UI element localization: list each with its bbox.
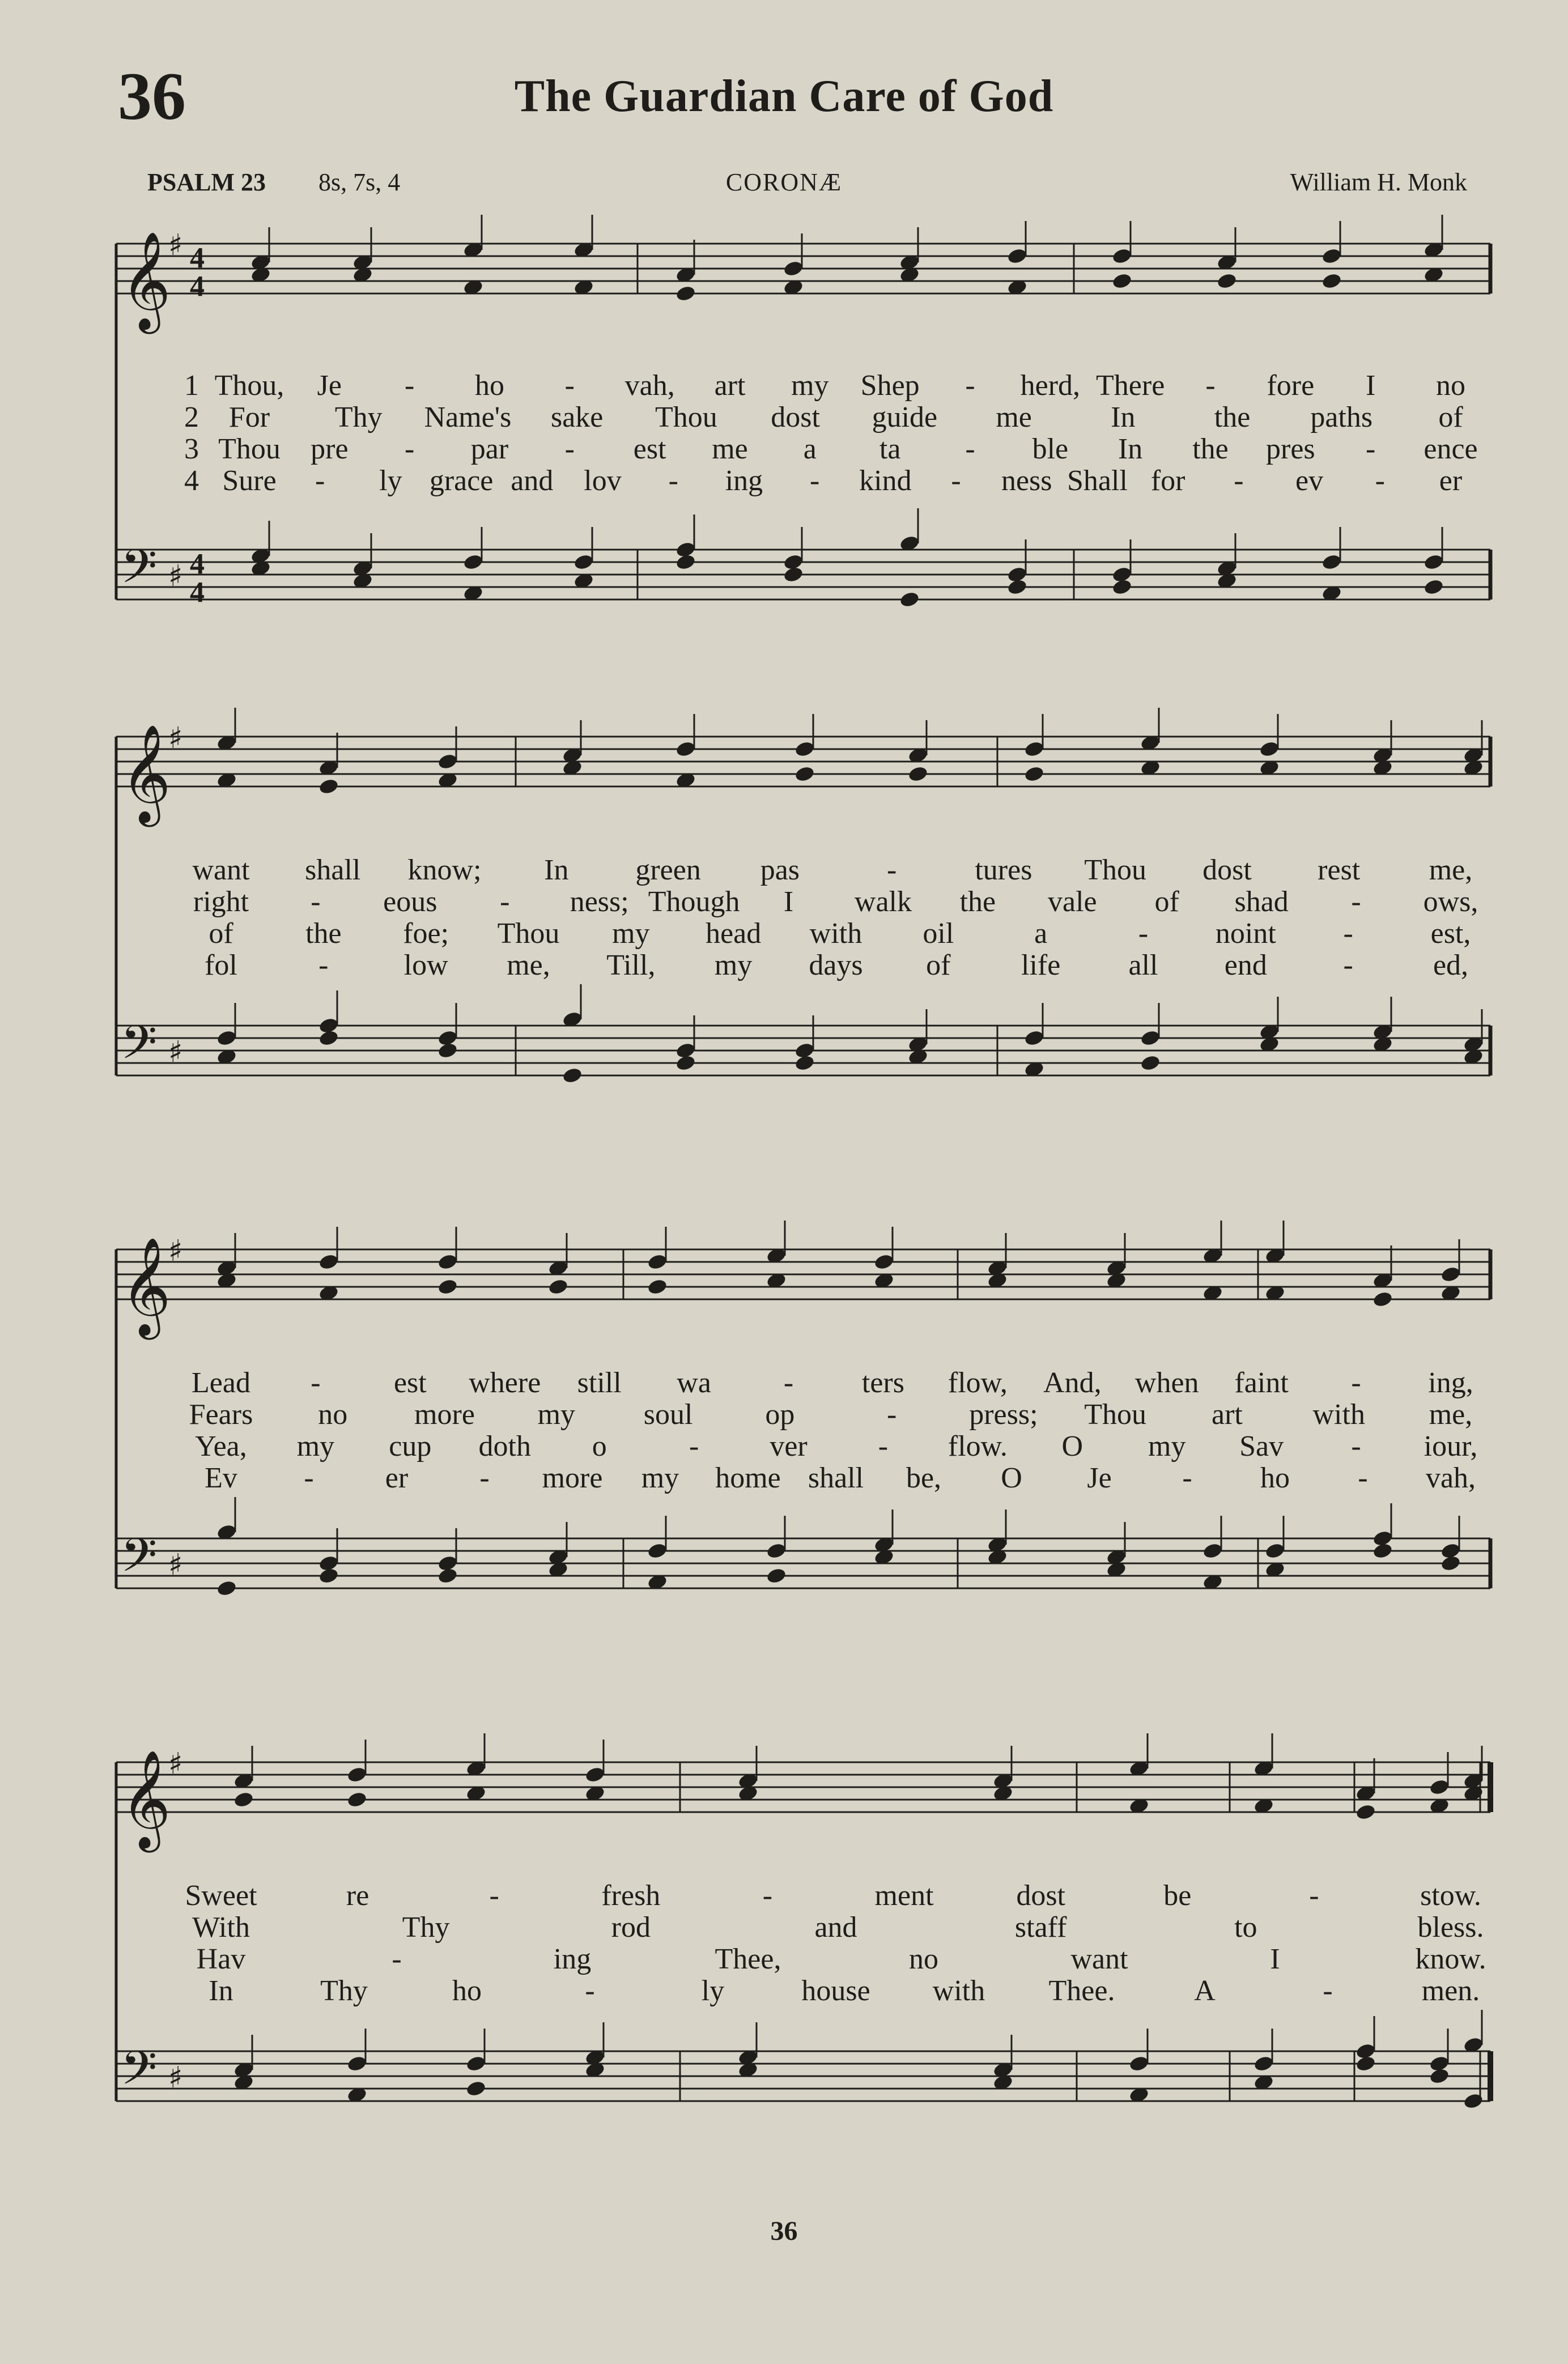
lyric-syllable: of bbox=[1154, 886, 1179, 918]
lyric-syllable: noint bbox=[1215, 917, 1276, 950]
lyric-syllable: pres bbox=[1266, 433, 1315, 465]
syllable-hyphen: - bbox=[668, 465, 678, 497]
lyric-syllable: the bbox=[305, 917, 342, 950]
lyric-syllable: days bbox=[809, 949, 863, 981]
lyric-syllable: of bbox=[926, 949, 951, 981]
lyric-syllable: shall bbox=[305, 854, 361, 886]
lyric-syllable: iour, bbox=[1423, 1430, 1478, 1462]
lyric-syllable: I bbox=[1365, 369, 1376, 402]
lyric-syllable: op bbox=[765, 1398, 795, 1431]
syllable-hyphen: - bbox=[1375, 465, 1385, 497]
syllable-hyphen: - bbox=[564, 369, 575, 402]
syllable-hyphen: - bbox=[809, 465, 820, 497]
lyric-syllable: still bbox=[577, 1367, 622, 1399]
lyric-syllable: est bbox=[393, 1367, 427, 1399]
lyric-syllable: my bbox=[641, 1462, 679, 1494]
lyric-syllable: fore bbox=[1267, 369, 1315, 402]
lyric-syllable: flow. bbox=[947, 1430, 1008, 1462]
syllable-hyphen: - bbox=[304, 1462, 314, 1494]
syllable-hyphen: - bbox=[585, 1975, 595, 2007]
note-head bbox=[1253, 2055, 1274, 2073]
lyric-syllable: Je bbox=[1087, 1462, 1112, 1494]
lyric-syllable: no bbox=[318, 1398, 348, 1431]
syllable-hyphen: - bbox=[878, 1430, 889, 1462]
lyric-syllable: Sure bbox=[222, 465, 277, 497]
key-signature: ♯ bbox=[168, 1548, 183, 1582]
lyric-syllable: Ev bbox=[205, 1462, 237, 1494]
verse-number: 2 bbox=[184, 401, 199, 433]
lyric-syllable: bless. bbox=[1417, 1911, 1484, 1944]
note-head bbox=[233, 1791, 254, 1809]
lyric-syllable: art bbox=[714, 369, 746, 402]
lyric-syllable: ters bbox=[861, 1367, 904, 1399]
key-signature: ♯ bbox=[168, 2061, 183, 2095]
lyric-syllable: O bbox=[1061, 1430, 1083, 1462]
syllable-hyphen: - bbox=[1182, 1462, 1192, 1494]
key-signature: ♯ bbox=[168, 1035, 183, 1069]
lyric-syllable: the bbox=[1192, 433, 1229, 465]
lyric-syllable: shall bbox=[808, 1462, 864, 1494]
lyric-syllable: foe; bbox=[403, 917, 449, 950]
lyric-syllable: Hav bbox=[196, 1943, 246, 1975]
lyric-syllable: Thy bbox=[320, 1975, 368, 2007]
syllable-hyphen: - bbox=[311, 886, 321, 918]
lyric-syllable: Thou bbox=[655, 401, 717, 433]
lyric-syllable: no bbox=[1436, 369, 1465, 402]
lyric-syllable: my bbox=[296, 1430, 335, 1462]
lyric-syllable: Shep bbox=[860, 369, 920, 402]
lyric-syllable: when bbox=[1134, 1367, 1199, 1399]
lyric-syllable: Thy bbox=[402, 1911, 450, 1944]
lyric-syllable: Till, bbox=[606, 949, 656, 981]
lyric-syllable: me bbox=[712, 433, 748, 465]
lyric-syllable: more bbox=[542, 1462, 603, 1494]
lyric-syllable: er bbox=[1439, 465, 1463, 497]
lyric-syllable: ver bbox=[770, 1430, 808, 1462]
note-head bbox=[584, 1766, 606, 1784]
lyric-syllable: be, bbox=[906, 1462, 942, 1494]
lyric-syllable: wa bbox=[677, 1367, 711, 1399]
lyric-syllable: press; bbox=[969, 1398, 1038, 1431]
lyric-syllable: doth bbox=[478, 1430, 531, 1462]
syllable-hyphen: - bbox=[392, 1943, 402, 1975]
treble-staff bbox=[116, 1733, 1490, 1853]
lyric-syllable: with bbox=[1312, 1398, 1365, 1431]
lyric-syllable: I bbox=[783, 886, 794, 918]
lyric-syllable: kind bbox=[859, 465, 912, 497]
syllable-hyphen: - bbox=[1234, 465, 1244, 497]
lyric-syllable: par bbox=[470, 433, 509, 465]
key-signature: ♯ bbox=[168, 1234, 183, 1268]
bass-staff bbox=[116, 2010, 1490, 2110]
lyric-syllable: vah, bbox=[624, 369, 675, 402]
syllable-hyphen: - bbox=[965, 369, 975, 402]
bass-clef: 𝄢 bbox=[121, 1015, 158, 1081]
lyric-syllable: and bbox=[814, 1911, 857, 1944]
bass-clef: 𝄢 bbox=[121, 2040, 158, 2107]
lyric-syllable: my bbox=[714, 949, 753, 981]
lyric-syllable: ta bbox=[879, 433, 901, 465]
time-signature-top: 4 bbox=[190, 548, 205, 580]
lyric-syllable: guide bbox=[872, 401, 938, 433]
lyric-syllable: ence bbox=[1423, 433, 1478, 465]
lyric-syllable: In bbox=[1111, 401, 1136, 433]
lyric-syllable: head bbox=[706, 917, 762, 950]
lyric-syllable: With bbox=[192, 1911, 250, 1944]
lyric-syllable: paths bbox=[1310, 401, 1373, 433]
lyric-syllable: to bbox=[1234, 1911, 1257, 1944]
lyric-syllable: In bbox=[209, 1975, 233, 2007]
lyric-syllable: ment bbox=[874, 1880, 934, 1912]
lyric-syllable: In bbox=[544, 854, 569, 886]
lyric-syllable: dost bbox=[1202, 854, 1252, 886]
lyric-syllable: I bbox=[1270, 1943, 1280, 1975]
treble-clef: 𝄞 bbox=[121, 724, 171, 823]
syllable-hyphen: - bbox=[1351, 1430, 1361, 1462]
lyric-syllable: walk bbox=[854, 886, 912, 918]
bass-clef: 𝄢 bbox=[121, 539, 158, 605]
lyric-syllable: me bbox=[996, 401, 1032, 433]
lyric-syllable: pre bbox=[311, 433, 349, 465]
lyric-syllable: be bbox=[1163, 1880, 1192, 1912]
lyric-syllable: with bbox=[932, 1975, 985, 2007]
lyric-syllable: pas bbox=[760, 854, 800, 886]
lyric-syllable: Thou bbox=[1084, 854, 1147, 886]
treble-clef: 𝄞 bbox=[121, 1237, 171, 1336]
syllable-hyphen: - bbox=[315, 465, 325, 497]
note-head bbox=[346, 1791, 368, 1809]
lyric-syllable: low bbox=[403, 949, 448, 981]
lyric-syllable: ho bbox=[452, 1975, 482, 2007]
meter: 8s, 7s, 4 bbox=[318, 168, 401, 196]
syllable-hyphen: - bbox=[318, 949, 329, 981]
lyric-syllable: men. bbox=[1421, 1975, 1480, 2007]
syllable-hyphen: - bbox=[965, 433, 975, 465]
lyric-syllable: me, bbox=[507, 949, 550, 981]
lyric-syllable: Thou bbox=[1084, 1398, 1147, 1431]
syllable-hyphen: - bbox=[1138, 917, 1149, 950]
lyric-syllable: green bbox=[635, 854, 701, 886]
lyric-syllable: me, bbox=[1429, 854, 1473, 886]
verse-number: 4 bbox=[184, 465, 199, 497]
lyric-syllable: er bbox=[385, 1462, 409, 1494]
lyric-syllable: lov bbox=[584, 465, 622, 497]
hymn-title: The Guardian Care of God bbox=[514, 71, 1054, 121]
syllable-hyphen: - bbox=[951, 465, 961, 497]
lyric-syllable: cup bbox=[389, 1430, 432, 1462]
syllable-hyphen: - bbox=[1205, 369, 1216, 402]
syllable-hyphen: - bbox=[1365, 433, 1376, 465]
lyric-syllable: more bbox=[414, 1398, 475, 1431]
syllable-hyphen: - bbox=[1309, 1880, 1319, 1912]
lyric-syllable: for bbox=[1150, 465, 1185, 497]
lyric-syllable: Yea, bbox=[195, 1430, 247, 1462]
syllable-hyphen: - bbox=[404, 433, 415, 465]
psalm-reference: PSALM 23 bbox=[147, 168, 266, 196]
key-signature: ♯ bbox=[168, 1747, 183, 1781]
lyric-syllable: house bbox=[801, 1975, 870, 2007]
lyric-syllable: ing, bbox=[1428, 1367, 1473, 1399]
lyric-syllable: where bbox=[469, 1367, 541, 1399]
syllable-hyphen: - bbox=[479, 1462, 490, 1494]
lyric-syllable: dost bbox=[771, 401, 820, 433]
treble-clef: 𝄞 bbox=[121, 231, 171, 330]
tune-name: CORONÆ bbox=[725, 168, 843, 196]
syllable-hyphen: - bbox=[1343, 949, 1353, 981]
lyric-syllable: Name's bbox=[424, 401, 512, 433]
lyric-syllable: Sav bbox=[1239, 1430, 1284, 1462]
lyric-syllable: ness bbox=[1001, 465, 1052, 497]
lyric-syllable: There bbox=[1096, 369, 1165, 402]
lyric-syllable: Thee, bbox=[715, 1943, 781, 1975]
lyric-syllable: rod bbox=[611, 1911, 651, 1944]
lyric-syllable: and bbox=[511, 465, 554, 497]
composer: William H. Monk bbox=[1290, 168, 1467, 196]
lyric-syllable: fresh bbox=[601, 1880, 661, 1912]
lyric-syllable: oil bbox=[923, 917, 954, 950]
lyric-syllable: Thou, bbox=[214, 369, 284, 402]
lyric-syllable: my bbox=[791, 369, 829, 402]
syllable-hyphen: - bbox=[1351, 886, 1361, 918]
lyric-syllable: a bbox=[1034, 917, 1048, 950]
treble-clef: 𝄞 bbox=[121, 1750, 171, 1848]
lyric-syllable: vale bbox=[1047, 886, 1097, 918]
note-head bbox=[346, 1766, 368, 1784]
lyric-syllable: all bbox=[1128, 949, 1158, 981]
lyric-syllable: Je bbox=[317, 369, 342, 402]
lyric-syllable: ble bbox=[1032, 433, 1069, 465]
lyric-syllable: of bbox=[1438, 401, 1463, 433]
syllable-hyphen: - bbox=[404, 369, 415, 402]
lyric-syllable: A bbox=[1194, 1975, 1216, 2007]
lyric-syllable: ly bbox=[701, 1975, 725, 2007]
lyric-syllable: Sweet bbox=[185, 1880, 257, 1912]
syllable-hyphen: - bbox=[886, 854, 897, 886]
lyric-syllable: shad bbox=[1234, 886, 1289, 918]
lyric-syllable: herd, bbox=[1020, 369, 1081, 402]
lyric-syllable: est bbox=[633, 433, 666, 465]
lyric-syllable: stow. bbox=[1420, 1880, 1481, 1912]
lyric-syllable: my bbox=[612, 917, 650, 950]
page-number: 36 bbox=[770, 2216, 798, 2246]
syllable-hyphen: - bbox=[762, 1880, 773, 1912]
lyric-syllable: ly bbox=[379, 465, 402, 497]
key-signature: ♯ bbox=[168, 721, 183, 755]
lyric-syllable: a bbox=[803, 433, 817, 465]
lyric-syllable: soul bbox=[643, 1398, 693, 1431]
lyric-syllable: Thou bbox=[218, 433, 281, 465]
lyric-syllable: know; bbox=[407, 854, 482, 886]
lyric-syllable: Shall bbox=[1067, 465, 1128, 497]
lyric-syllable: my bbox=[537, 1398, 576, 1431]
syllable-hyphen: - bbox=[1343, 917, 1353, 950]
lyric-syllable: For bbox=[228, 401, 270, 433]
syllable-hyphen: - bbox=[564, 433, 575, 465]
note-head bbox=[1128, 2055, 1150, 2073]
lyric-syllable: eous bbox=[383, 886, 437, 918]
lyric-syllable: staff bbox=[1014, 1911, 1067, 1944]
lyric-syllable: with bbox=[809, 917, 862, 950]
bass-clef: 𝄢 bbox=[121, 1528, 158, 1594]
lyric-syllable: O bbox=[1001, 1462, 1022, 1494]
note-head bbox=[465, 2055, 487, 2073]
lyric-syllable: grace bbox=[429, 465, 494, 497]
lyric-syllable: know. bbox=[1415, 1943, 1486, 1975]
lyric-syllable: want bbox=[1070, 1943, 1128, 1975]
note-head bbox=[346, 2055, 368, 2073]
syllable-hyphen: - bbox=[1358, 1462, 1368, 1494]
key-signature: ♯ bbox=[168, 559, 183, 593]
verse-number: 1 bbox=[184, 369, 199, 402]
lyric-syllable: And, bbox=[1043, 1367, 1102, 1399]
lyric-syllable: rest bbox=[1318, 854, 1361, 886]
lyric-syllable: art bbox=[1212, 1398, 1243, 1431]
key-signature: ♯ bbox=[168, 228, 183, 262]
lyric-syllable: of bbox=[209, 917, 233, 950]
lyric-syllable: dost bbox=[1016, 1880, 1065, 1912]
syllable-hyphen: - bbox=[500, 886, 510, 918]
lyric-syllable: ows, bbox=[1423, 886, 1478, 918]
note-head bbox=[1355, 1803, 1376, 1821]
lyric-syllable: fol bbox=[205, 949, 237, 981]
lyric-syllable: the bbox=[959, 886, 996, 918]
syllable-hyphen: - bbox=[783, 1367, 794, 1399]
note-head bbox=[1429, 2067, 1450, 2085]
lyric-syllable: Thou bbox=[497, 917, 560, 950]
lyric-syllable: vah, bbox=[1425, 1462, 1476, 1494]
lyric-syllable: ev bbox=[1295, 465, 1324, 497]
lyric-syllable: ing bbox=[725, 465, 763, 497]
lyric-syllable: no bbox=[909, 1943, 938, 1975]
lyric-syllable: tures bbox=[975, 854, 1032, 886]
syllable-hyphen: - bbox=[886, 1398, 897, 1431]
lyric-syllable: ho bbox=[475, 369, 504, 402]
lyric-syllable: faint bbox=[1234, 1367, 1289, 1399]
time-signature-bottom: 4 bbox=[190, 270, 205, 303]
lyric-syllable: Thee. bbox=[1048, 1975, 1115, 2007]
lyric-syllable: ing bbox=[553, 1943, 592, 1975]
lyric-syllable: ed, bbox=[1433, 949, 1469, 981]
lyric-syllable: Lead bbox=[192, 1367, 250, 1399]
syllable-hyphen: - bbox=[311, 1367, 321, 1399]
lyric-syllable: Thy bbox=[334, 401, 383, 433]
lyric-syllable: Though bbox=[648, 886, 740, 918]
lyric-syllable: my bbox=[1148, 1430, 1186, 1462]
lyric-syllable: the bbox=[1214, 401, 1251, 433]
time-signature-top: 4 bbox=[190, 242, 205, 274]
verse-number: 3 bbox=[184, 433, 199, 465]
lyric-syllable: ho bbox=[1260, 1462, 1290, 1494]
lyric-syllable: In bbox=[1117, 433, 1143, 465]
lyric-syllable: est, bbox=[1430, 917, 1471, 950]
lyric-syllable: ness; bbox=[570, 886, 629, 918]
syllable-hyphen: - bbox=[1323, 1975, 1333, 2007]
lyric-syllable: me, bbox=[1429, 1398, 1473, 1431]
lyric-syllable: want bbox=[192, 854, 250, 886]
lyric-syllable: right bbox=[193, 886, 249, 918]
lyrics-system-4 bbox=[0, 1881, 1568, 2012]
lyric-syllable: sake bbox=[550, 401, 604, 433]
note-head bbox=[1355, 2055, 1376, 2073]
lyric-syllable: Fears bbox=[189, 1398, 253, 1431]
lyric-syllable: o bbox=[592, 1430, 607, 1462]
lyric-syllable: end bbox=[1224, 949, 1267, 981]
lyric-syllable: re bbox=[346, 1880, 369, 1912]
lyric-syllable: life bbox=[1021, 949, 1061, 981]
lyric-syllable: flow, bbox=[947, 1367, 1008, 1399]
syllable-hyphen: - bbox=[689, 1430, 699, 1462]
hymn-number: 36 bbox=[118, 58, 186, 134]
time-signature-bottom: 4 bbox=[190, 576, 205, 609]
lyric-syllable: home bbox=[715, 1462, 781, 1494]
syllable-hyphen: - bbox=[1351, 1367, 1361, 1399]
note-head bbox=[1429, 1778, 1450, 1796]
syllable-hyphen: - bbox=[489, 1880, 499, 1912]
note-head bbox=[465, 2080, 487, 2098]
